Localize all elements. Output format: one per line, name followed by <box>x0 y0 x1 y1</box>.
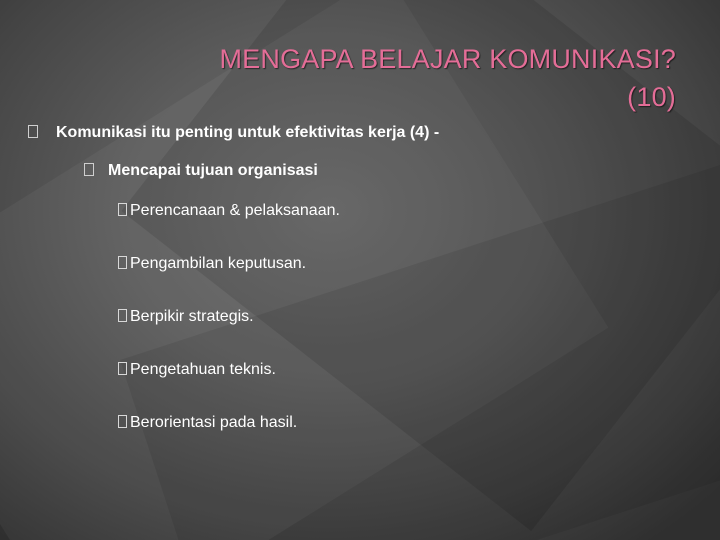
list-item <box>118 357 340 383</box>
bullet-list <box>118 198 340 463</box>
title-line-1: MENGAPA BELAJAR KOMUNIKASI? <box>219 44 676 74</box>
list-item-text: Berpikir strategis. <box>130 308 254 325</box>
box-bullet-icon <box>28 125 38 138</box>
title-line-2: (10) <box>627 82 676 112</box>
list-item-text: Pengambilan keputusan. <box>130 255 307 272</box>
bullet-level-2 <box>84 162 318 180</box>
box-bullet-icon <box>118 256 127 269</box>
list-item <box>118 251 340 277</box>
list-item <box>118 198 340 224</box>
slide-title <box>96 40 676 116</box>
bullet-level-1 <box>28 124 439 142</box>
box-bullet-icon <box>118 203 127 216</box>
list-item-text: Berorientasi pada hasil. <box>130 414 298 431</box>
box-bullet-icon <box>118 362 127 375</box>
box-bullet-icon <box>84 163 94 176</box>
list-item-text: Pengetahuan teknis. <box>130 361 276 378</box>
bullet-text: Komunikasi itu penting untuk efektivitas kerja (4) - <box>56 124 440 141</box>
list-item <box>118 410 340 436</box>
list-item <box>118 304 340 330</box>
list-item-text: Perencanaan & pelaksanaan. <box>130 202 340 219</box>
bullet-text: Mencapai tujuan organisasi <box>108 162 318 179</box>
box-bullet-icon <box>118 309 127 322</box>
box-bullet-icon <box>118 415 127 428</box>
